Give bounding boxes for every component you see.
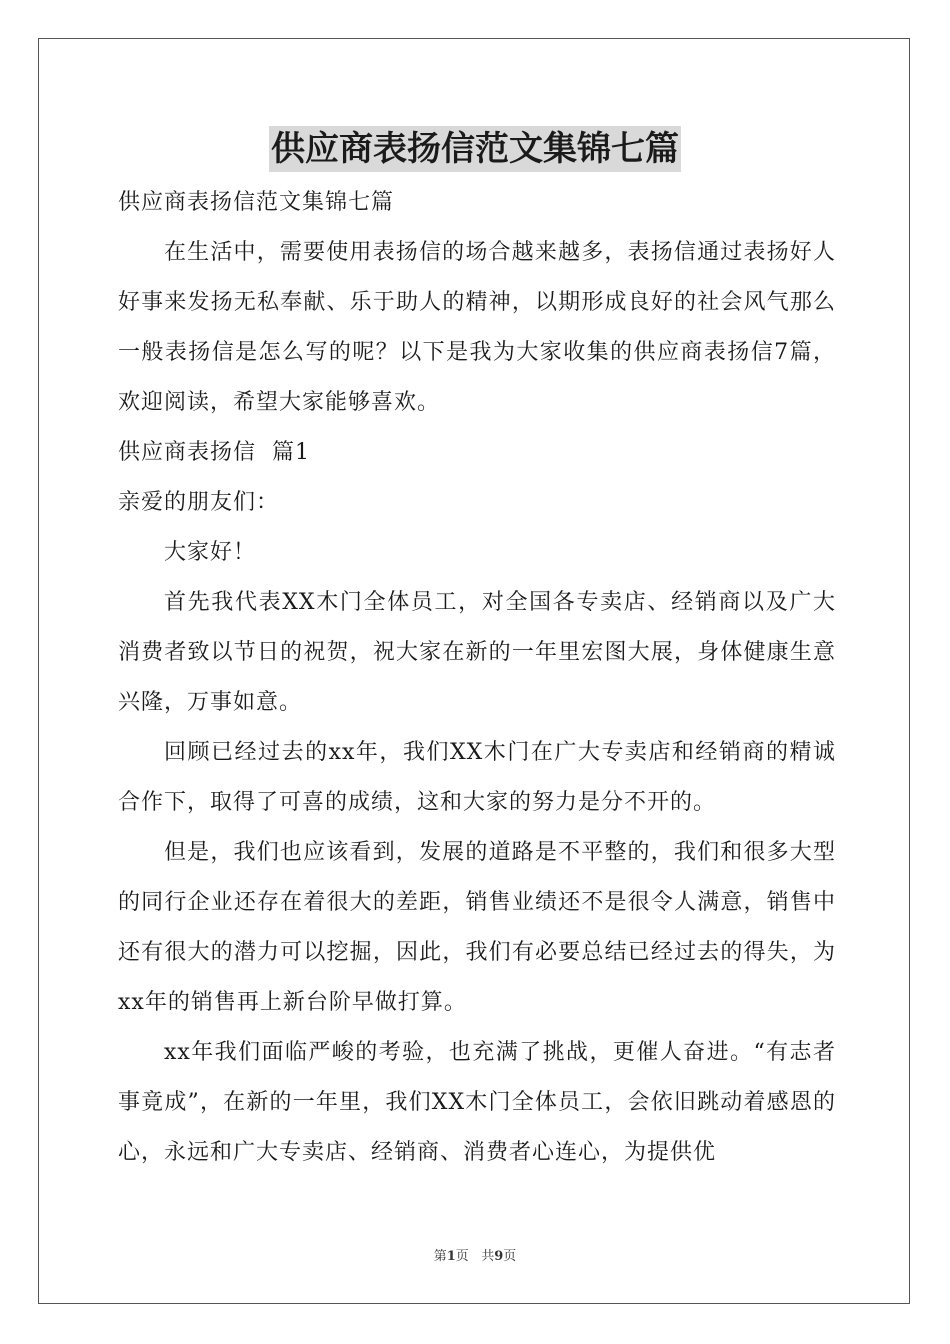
body-paragraph: xx年我们面临严峻的考验，也充满了挑战，更催人奋进。“有志者事竟成”，在新的一年里，我们XX木门全体员工，会依旧跳动着感恩的心，永远和广大专卖店、经销商、消费者心连心，为提供优 xyxy=(118,1040,836,1165)
page-number: 1 xyxy=(446,1249,456,1264)
body-paragraph: 回顾已经过去的xx年，我们XX木门在广大专卖店和经销商的精诚合作下，取得了可喜的成绩，这和大家的努力是分不开的。 xyxy=(118,740,836,815)
greeting: 大家好！ xyxy=(164,540,257,565)
body-paragraph: 首先我代表XX木门全体员工，对全国各专卖店、经销商以及广大消费者致以节日的祝贺，祝大家在新的一年里宏图大展，身体健康生意兴隆，万事如意。 xyxy=(118,590,836,715)
body-paragraph: 但是，我们也应该看到，发展的道路是不平整的，我们和很多大型的同行企业还存在着很大的差距，销售业绩还不是很令人满意，销售中还有很大的潜力可以挖掘，因此，我们有必要总结已经过去的得失，为xx年的销售再上新台阶早做打算。 xyxy=(118,840,836,1015)
total-prefix: 共 xyxy=(481,1249,495,1264)
page-footer xyxy=(0,1248,950,1266)
total-suffix: 页 xyxy=(503,1249,517,1264)
salutation: 亲爱的朋友们： xyxy=(118,490,280,515)
total-pages: 9 xyxy=(494,1249,504,1264)
document-body xyxy=(118,178,836,1178)
document-title: 供应商表扬信范文集锦七篇 xyxy=(269,126,681,172)
document-subtitle: 供应商表扬信范文集锦七篇 xyxy=(118,190,395,215)
section-heading: 供应商表扬信 篇1 xyxy=(118,440,310,465)
page-suffix: 页 xyxy=(455,1249,469,1264)
title-container xyxy=(0,126,950,172)
page-prefix: 第 xyxy=(433,1249,447,1264)
intro-paragraph: 在生活中，需要使用表扬信的场合越来越多，表扬信通过表扬好人好事来发扬无私奉献、乐于助人的精神，以期形成良好的社会风气那么一般表扬信是怎么写的呢？以下是我为大家收集的供应商表扬信7篇，欢迎阅读，希望大家能够喜欢。 xyxy=(118,240,836,415)
